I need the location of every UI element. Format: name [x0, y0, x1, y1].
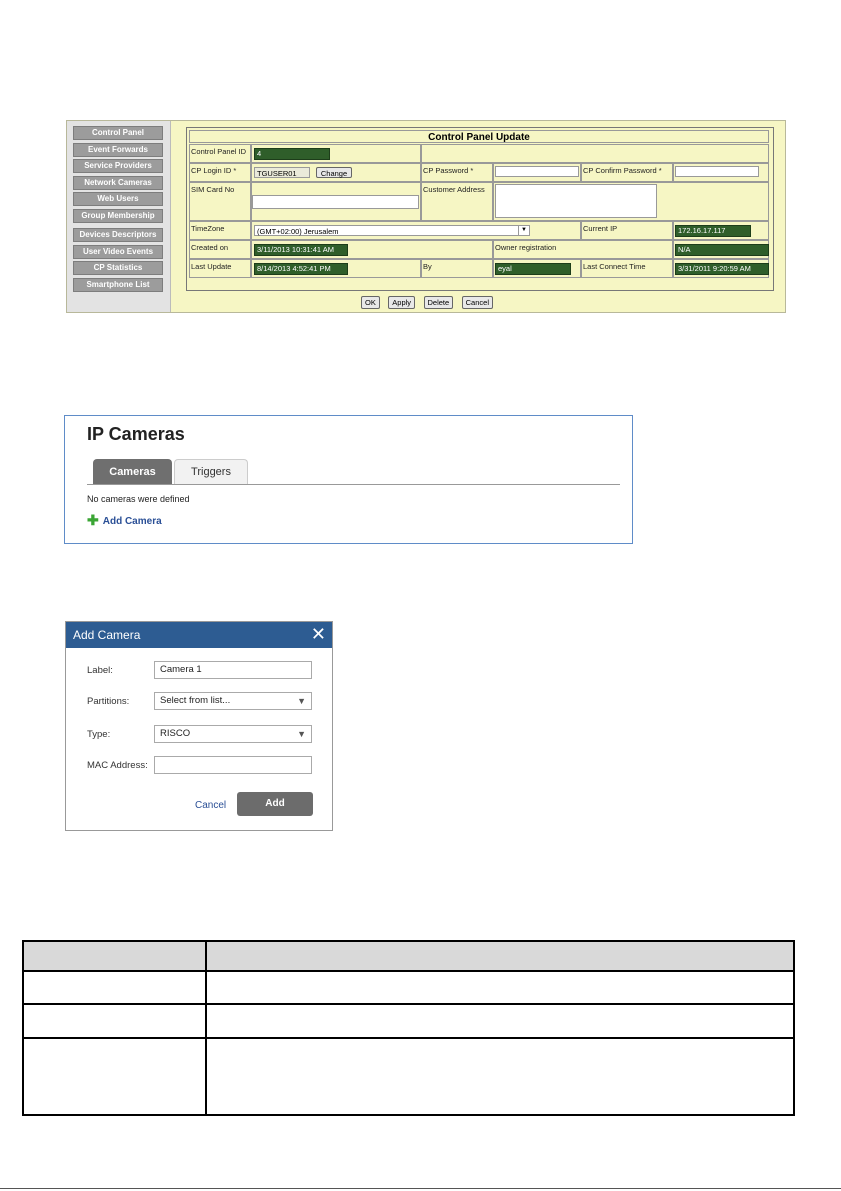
sidebar-item-web-users[interactable]: Web Users [73, 192, 163, 206]
close-icon[interactable]: ✕ [310, 624, 326, 644]
change-button[interactable]: Change [316, 167, 352, 178]
table-rule [22, 1003, 795, 1005]
type-field-label: Type: [87, 729, 111, 740]
table-rule [22, 1114, 795, 1116]
control-panel-form [186, 127, 774, 291]
type-select[interactable] [154, 725, 312, 743]
owner-label: Owner registration [493, 240, 673, 259]
empty-cell [421, 144, 769, 163]
chevron-down-icon: ▼ [297, 729, 306, 739]
password-label: CP Password * [421, 163, 493, 182]
sidebar-item-cp-statistics[interactable]: CP Statistics [73, 261, 163, 275]
cp-id-label: Control Panel ID [189, 144, 251, 163]
confirm-password-label: CP Confirm Password * [581, 163, 673, 182]
cancel-link[interactable]: Cancel [195, 800, 227, 811]
confirm-password-field[interactable] [675, 166, 759, 177]
owner-value: N/A [675, 244, 769, 256]
sidebar-item-devices-descriptors[interactable]: Devices Descriptors [73, 228, 163, 242]
last-connect-value: 3/31/2011 9:20:59 AM [675, 263, 769, 275]
address-field[interactable] [495, 184, 657, 218]
last-connect-label: Last Connect Time [581, 259, 673, 278]
chevron-down-icon: ▼ [297, 696, 306, 706]
address-label: Customer Address [421, 182, 493, 221]
partitions-value: Select from list... [160, 695, 231, 706]
current-ip-label: Current IP [581, 221, 673, 240]
add-button[interactable]: Add [237, 792, 313, 816]
timezone-value: (GMT+02:00) Jerusalem [257, 227, 339, 236]
add-camera-label: Add Camera [102, 516, 162, 527]
page-title: IP Cameras [87, 424, 185, 444]
sidebar-item-user-video-events[interactable]: User Video Events [73, 245, 163, 259]
partitions-select[interactable] [154, 692, 312, 710]
add-camera-dialog [65, 621, 333, 831]
ip-cameras-panel [64, 415, 633, 544]
dialog-title: Add Camera [73, 628, 141, 642]
page-footer-rule [0, 1188, 841, 1189]
cancel-button[interactable]: Cancel [462, 296, 493, 309]
table-rule [22, 970, 795, 972]
created-label: Created on [189, 240, 251, 259]
table-rule [22, 1037, 795, 1039]
password-field[interactable] [495, 166, 579, 177]
sidebar-item-smartphone-list[interactable]: Smartphone List [73, 278, 163, 292]
label-input[interactable]: Camera 1 [154, 661, 312, 679]
sidebar-item-control-panel[interactable]: Control Panel [73, 126, 163, 140]
partitions-field-label: Partitions: [87, 696, 130, 707]
mac-field-label: MAC Address: [87, 760, 148, 771]
sidebar-item-group-membership[interactable]: Group Membership [73, 209, 163, 223]
by-value: eyal [495, 263, 571, 275]
tab-cameras[interactable]: Cameras [93, 459, 172, 484]
dialog-header [66, 622, 332, 648]
sim-label: SIM Card No [189, 182, 251, 221]
sidebar-item-event-forwards[interactable]: Event Forwards [73, 143, 163, 157]
table-header [22, 940, 795, 970]
data-table [22, 940, 795, 1115]
cp-id-value: 4 [254, 148, 330, 160]
form-title: Control Panel Update [189, 130, 769, 143]
plus-icon: ✚ [87, 512, 99, 528]
timezone-select[interactable] [254, 225, 530, 236]
add-camera-link[interactable] [87, 512, 162, 529]
sidebar-item-network-cameras[interactable]: Network Cameras [73, 176, 163, 190]
tab-triggers[interactable]: Triggers [174, 459, 248, 484]
sim-field[interactable] [252, 195, 419, 209]
sidebar-item-service-providers[interactable]: Service Providers [73, 159, 163, 173]
table-rule [793, 940, 795, 1115]
apply-button[interactable]: Apply [388, 296, 415, 309]
table-rule [205, 940, 207, 1115]
sidebar [67, 121, 171, 312]
last-update-value: 8/14/2013 4:52:41 PM [254, 263, 348, 275]
type-value: RISCO [160, 728, 191, 739]
login-label: CP Login ID * [189, 163, 251, 182]
table-rule [22, 940, 24, 1115]
form-actions [67, 292, 787, 310]
last-update-label: Last Update [189, 259, 251, 278]
login-field[interactable]: TGUSER01 [254, 167, 310, 178]
table-rule [22, 940, 795, 942]
by-label: By [421, 259, 493, 278]
label-field-label: Label: [87, 665, 113, 676]
control-panel-screen [66, 120, 786, 313]
created-value: 3/11/2013 10:31:41 AM [254, 244, 348, 256]
delete-button[interactable]: Delete [424, 296, 454, 309]
ok-button[interactable]: OK [361, 296, 380, 309]
current-ip-value: 172.16.17.117 [675, 225, 751, 237]
mac-address-input[interactable] [154, 756, 312, 774]
tab-divider [87, 484, 620, 485]
timezone-label: TimeZone [189, 221, 251, 240]
empty-state-text: No cameras were defined [87, 494, 190, 504]
chevron-down-icon: ▼ [518, 225, 529, 236]
